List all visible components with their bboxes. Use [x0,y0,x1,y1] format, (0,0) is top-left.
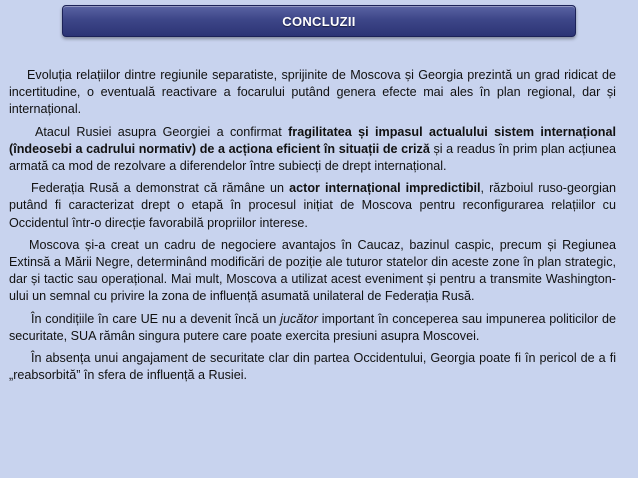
paragraph-3-bold: actor internațional impredictibil [289,181,481,196]
paragraph-3-text-a: Federația Rusă a demonstrat că rămâne un [31,181,290,196]
paragraph-5-italic: jucător [280,311,318,326]
paragraph-5-text-b: important în conceperea sau impunerea politicilor de securitate, SUA rămân singura putere care poate exercita presiuni asupra Moscovei. [9,311,616,343]
paragraph-2 [9,124,616,176]
paragraph-4-text: Moscova și-a creat un cadru de negociere avantajos în Caucaz, bazinul caspic, precum și Regiunea Extinsă a Mării Negre, determinând modificări de poziție ale tuturor statelor din aceste zone în plan strategic, dar și tactic sau operațional. Mai mult, Moscova a utilizat acest eveniment și pentru a transmite Washington-ului un semnal cu privire la zona de influență asumată unilateral de Federația Rusă. [9,237,616,304]
slide-body [9,67,616,389]
paragraph-2-text-b: și a readus în prim plan acțiunea armată ca mod de rezolvare a diferendelor între subiecți de drept internațional. [9,141,616,174]
paragraph-6 [9,350,616,384]
paragraph-3-text-b: , războiul ruso-georgian putând fi caracterizat drept o etapă în procesul inițiat de Moscova pentru reconfigurarea relațiilor cu Occidentul într-o direcție favorabilă propriilor interese. [9,181,616,230]
paragraph-1-text: Evoluția relațiilor dintre regiunile separatiste, sprijinite de Moscova și Georgia prezintă un grad ridicat de incertitudine, o eventuală reactivare a focarului putând genera efecte mai ales în plan regional, dar și internațional. [9,68,616,117]
paragraph-6-text: În absența unui angajament de securitate clar din partea Occidentului, Georgia poate fi în pericol de a fi „reabsorbită” în sfera de influență a Rusiei. [9,351,616,383]
paragraph-5 [9,311,616,345]
title-banner [62,5,576,37]
paragraph-4 [9,237,616,306]
paragraph-1 [9,67,616,119]
paragraph-2-bold: fragilitatea și impasul actualului sistem internațional (îndeosebi a cadrului normativ) de a acționa eficient în situații de criză [9,124,616,156]
paragraph-5-text-a: În condițiile în care UE nu a devenit încă un [31,311,281,326]
slide-title: CONCLUZII [282,13,356,29]
paragraph-2-text-a: Atacul Rusiei asupra Georgiei a confirmat [35,124,289,139]
paragraph-3 [9,180,616,232]
